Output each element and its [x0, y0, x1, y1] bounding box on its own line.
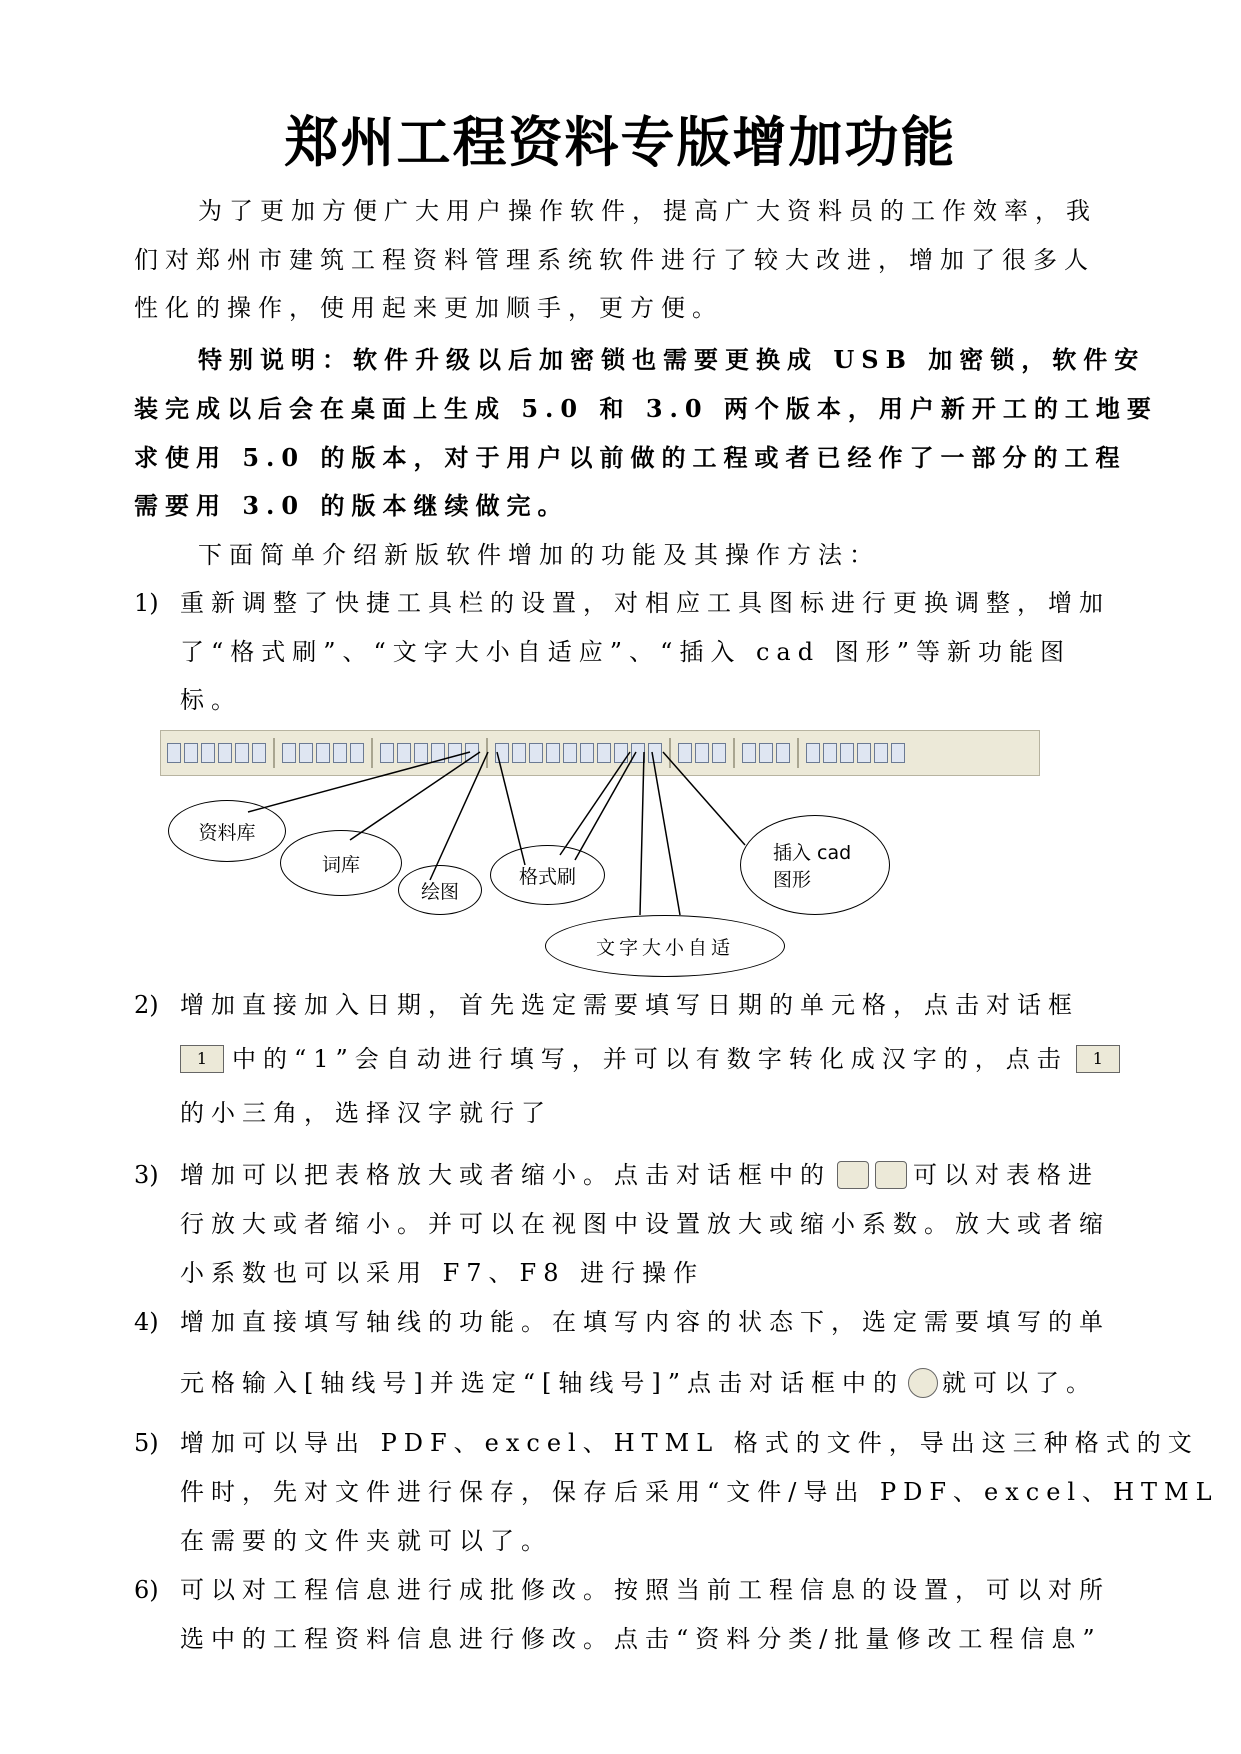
item-3-line-1 [180, 1158, 1160, 1192]
item-4-line-2-text-a: 元格输入[轴线号]并选定“[轴线号]”点击对话框中的 [180, 1369, 904, 1397]
note-line-1: 特别说明：软件升级以后加密锁也需要更换成 USB 加密锁，软件安 [198, 345, 1146, 374]
note-line-2: 装完成以后会在桌面上生成 5.0 和 3.0 两个版本，用户新开工的工地要 [134, 394, 1158, 423]
item-3-line-3: 小系数也可以采用 F7、F8 进行操作 [180, 1259, 705, 1287]
intro-line-2: 们对郑州市建筑工程资料管理系统软件进行了较大改进，增加了很多人 [134, 246, 1095, 274]
item-4-number: 4) [134, 1308, 159, 1336]
intro-line-1: 为了更加方便广大用户操作软件，提高广大资料员的工作效率，我 [198, 197, 1097, 225]
callout-ck: 词库 [280, 830, 402, 896]
item-6-line-1: 可以对工程信息进行成批修改。按照当前工程信息的设置，可以对所 [180, 1576, 1110, 1604]
item-3-line-1-text-b: 可以对表格进 [913, 1161, 1099, 1189]
note-line-3: 求使用 5.0 的版本，对于用户以前做的工程或者已经作了一部分的工程 [134, 443, 1127, 472]
lead-line: 下面简单介绍新版软件增加的功能及其操作方法： [198, 541, 880, 569]
item-4-line-2 [180, 1366, 1160, 1400]
zoom-in-inline-icon [837, 1161, 869, 1189]
item-5-line-2: 件时，先对文件进行保存，保存后采用“文件/导出 PDF、excel、HTML [180, 1478, 1219, 1506]
item-2-line-1: 增加直接加入日期，首先选定需要填写日期的单元格，点击对话框 [180, 991, 1079, 1019]
date-fill-icon: 1 [180, 1045, 224, 1073]
item-2-line-2-text: 中的“1”会自动进行填写，并可以有数字转化成汉字的，点击 [232, 1045, 1068, 1073]
page-title: 郑州工程资料专版增加功能 [284, 111, 957, 174]
item-1-line-1: 重新调整了快捷工具栏的设置，对相应工具图标进行更换调整，增加 [180, 589, 1110, 617]
item-4-line-1: 增加直接填写轴线的功能。在填写内容的状态下，选定需要填写的单 [180, 1308, 1110, 1336]
callout-ht: 绘图 [398, 865, 482, 915]
item-1-number: 1) [134, 589, 159, 617]
callout-line-ck [350, 752, 480, 840]
item-1-line-3: 标。 [180, 686, 242, 714]
item-3-line-2: 行放大或者缩小。并可以在视图中设置放大或缩小系数。放大或者缩 [180, 1210, 1110, 1238]
callout-cad-line-2: 图形 [773, 869, 812, 891]
axis-label-icon [908, 1368, 938, 1398]
callout-line-gsh-2 [575, 752, 636, 860]
date-dropdown-icon: 1 [1076, 1045, 1120, 1073]
callout-wzdx: 文字大小自适 [545, 915, 785, 977]
item-1-line-2: 了“格式刷”、“文字大小自适应”、“插入 cad 图形”等新功能图 [180, 638, 1071, 666]
item-3-number: 3) [134, 1161, 159, 1189]
item-6-number: 6) [134, 1576, 159, 1604]
callout-zlk: 资料库 [168, 800, 286, 862]
item-3-line-1-text-a: 增加可以把表格放大或者缩小。点击对话框中的 [180, 1161, 831, 1189]
callout-line-cad [663, 752, 745, 845]
item-2-number: 2) [134, 991, 159, 1019]
callout-line-wzdx [640, 752, 644, 915]
callout-line-ht [430, 752, 488, 880]
item-4-line-2-text-b: 就可以了。 [942, 1369, 1097, 1397]
item-5-number: 5) [134, 1429, 159, 1457]
callout-gsh: 格式刷 [490, 845, 605, 905]
callout-cad [740, 815, 890, 915]
callout-line-wzdx-2 [652, 752, 680, 915]
note-line-4: 需要用 3.0 的版本继续做完。 [134, 491, 569, 520]
callout-cad-line-1: 插入 cad [773, 842, 852, 864]
item-2-line-2 [180, 1042, 1160, 1076]
item-5-line-3: 在需要的文件夹就可以了。 [180, 1527, 552, 1555]
item-2-line-3: 的小三角，选择汉字就行了 [180, 1099, 552, 1127]
intro-line-3: 性化的操作，使用起来更加顺手，更方便。 [134, 294, 723, 322]
item-5-line-1: 增加可以导出 PDF、excel、HTML 格式的文件，导出这三种格式的文 [180, 1429, 1199, 1457]
callout-line-gsh [560, 752, 630, 855]
item-6-line-2: 选中的工程资料信息进行修改。点击“资料分类/批量修改工程信息” [180, 1625, 1102, 1653]
zoom-out-inline-icon [875, 1161, 907, 1189]
